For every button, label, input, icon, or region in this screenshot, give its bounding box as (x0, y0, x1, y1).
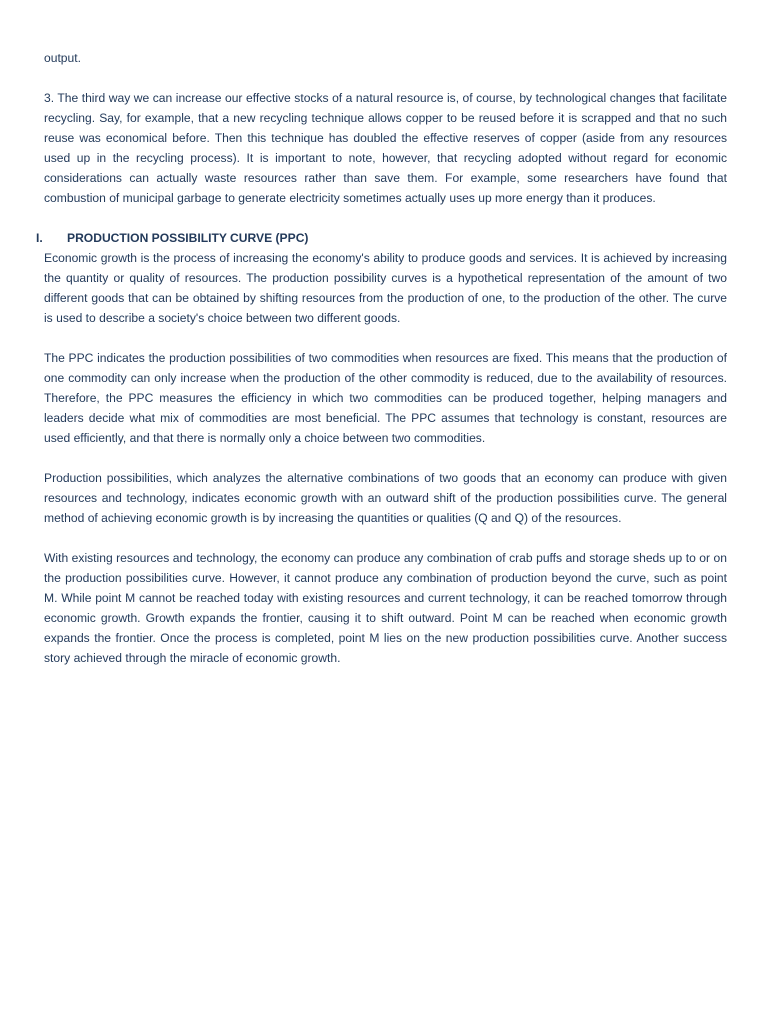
paragraph-gap (44, 528, 727, 548)
paragraph-production-possibilities: Production possibilities, which analyzes the alternative combinations of two goods that an economy can produce with given resources and technology, indicates economic growth with an outward shift of the production possibilities curve. The general method of achieving economic growth is by increasing the quantities or qualities (Q and Q) of the resources. (44, 471, 727, 525)
section-heading (36, 228, 727, 248)
paragraph-gap (44, 68, 727, 88)
paragraph-gap (44, 328, 727, 348)
continuation-text: output. (44, 51, 81, 65)
paragraph-ppc-indicates: The PPC indicates the production possibilities of two commodities when resources are fixed. This means that the production of one commodity can only increase when the production of the other commodity is reduced, due to the availability of resources. Therefore, the PPC measures the efficiency in which two commodities can be produced together, helping managers and leaders decide what mix of commodities are most beneficial. The PPC assumes that technology is constant, resources are used efficiently, and that there is normally only a choice between two commodities. (44, 351, 727, 445)
paragraph-gap (44, 208, 727, 228)
paragraph-existing-resources: With existing resources and technology, the economy can produce any combination of crab puffs and storage sheds up to or on the production possibilities curve. However, it cannot produce any combination of production beyond the curve, such as point M. While point M cannot be reached today with existing resources and current technology, it can be reached tomorrow through economic growth. Growth expands the frontier, causing it to shift outward. Point M can be reached when economic growth expands the frontier. Once the process is completed, point M lies on the new production possibilities curve. Another success story achieved through the miracle of economic growth. (44, 551, 727, 665)
section-title: PRODUCTION POSSIBILITY CURVE (PPC) (67, 231, 309, 245)
paragraph-gap (44, 448, 727, 468)
paragraph-point-three: 3. The third way we can increase our effective stocks of a natural resource is, of course, by technological changes that facilitate recycling. Say, for example, that a new recycling technique allows copper to be reused before it is scrapped and that no such reuse was economical before. Then this technique has doubled the effective reserves of copper (aside from any resources used up in the recycling process). It is important to note, however, that recycling adopted without regard for economic considerations can actually waste resources rather than save them. For example, some researchers have found that combustion of municipal garbage to generate electricity sometimes actually uses up more energy than it produces. (44, 91, 727, 205)
section-number: I. (36, 231, 43, 245)
document-body (36, 48, 727, 668)
paragraph-economic-growth: Economic growth is the process of increasing the economy's ability to produce goods and services. It is achieved by increasing the quantity or quality of resources. The production possibility curves is a hypothetical representation of the amount of two different goods that can be obtained by shifting resources from the production of one, to the production of the other. The curve is used to describe a society's choice between two different goods. (44, 251, 727, 325)
